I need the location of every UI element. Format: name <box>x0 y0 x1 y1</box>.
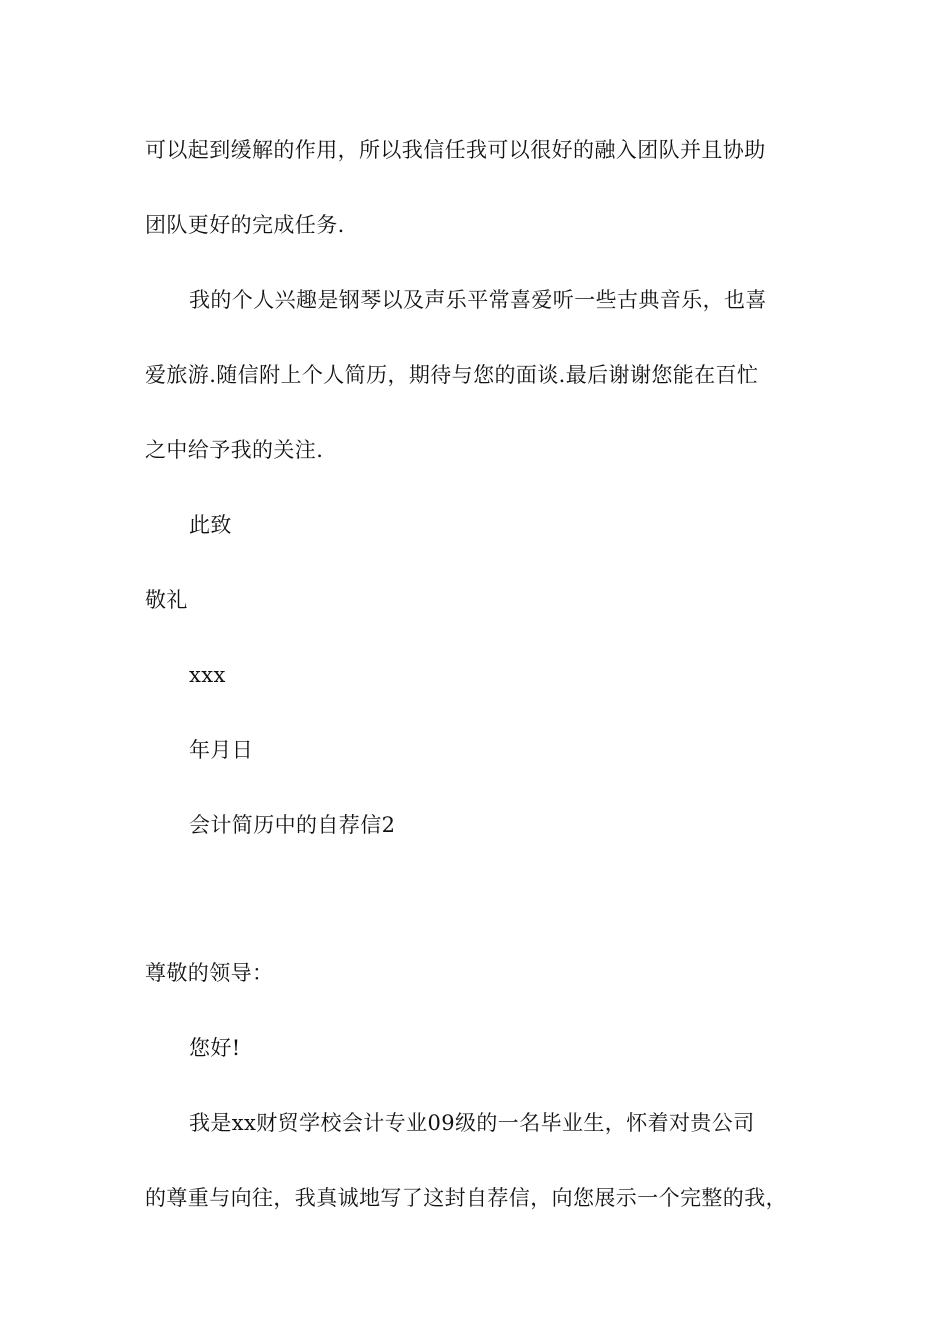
signature-name: xxx <box>189 663 226 687</box>
intro-line-1: 我是xx财贸学校会计专业09级的一名毕业生，怀着对贵公司 <box>189 1111 755 1135</box>
intro-line-2: 的尊重与向往，我真诚地写了这封自荐信，向您展示一个完整的我， <box>145 1186 787 1210</box>
closing-respect: 敬礼 <box>145 588 188 612</box>
greeting-hello: 您好! <box>189 1036 241 1060</box>
section-title: 会计简历中的自荐信2 <box>189 813 396 837</box>
body-line-2: 团队更好的完成任务. <box>145 213 345 237</box>
body-line-4: 爱旅游.随信附上个人简历，期待与您的面谈.最后谢谢您能在百忙 <box>145 363 759 387</box>
closing-salutation: 此致 <box>189 513 232 537</box>
body-line-5: 之中给予我的关注. <box>145 438 324 462</box>
greeting-recipient: 尊敬的领导： <box>145 961 274 985</box>
signature-date: 年月日 <box>189 738 254 762</box>
body-line-1: 可以起到缓解的作用，所以我信任我可以很好的融入团队并且协助 <box>145 138 766 162</box>
body-line-3: 我的个人兴趣是钢琴以及声乐平常喜爱听一些古典音乐，也喜 <box>189 288 767 312</box>
